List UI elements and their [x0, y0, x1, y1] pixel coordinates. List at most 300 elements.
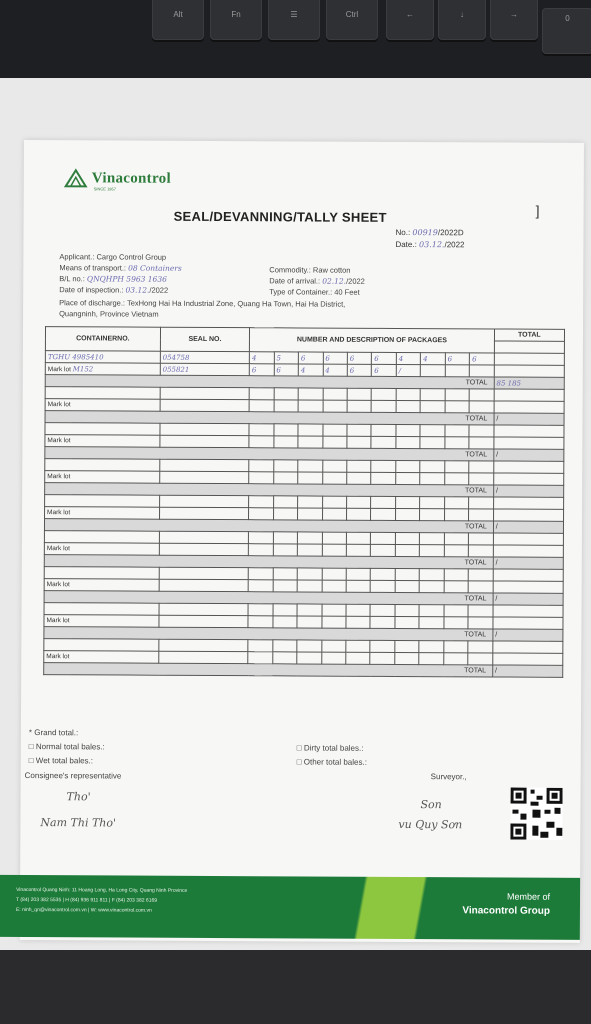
- seal-cell: [159, 507, 248, 519]
- total-value: /: [493, 593, 563, 605]
- total-value: /: [493, 485, 563, 497]
- pkg-cell: 4: [249, 352, 274, 364]
- key-left: ←: [386, 0, 434, 40]
- pkg-cell: 4: [323, 364, 348, 376]
- seal-cell: [160, 387, 249, 399]
- pkg-cell: [420, 401, 445, 413]
- pkg-cell: [346, 532, 371, 544]
- pkg-cell: [420, 437, 445, 449]
- pkg-cell: [419, 641, 444, 653]
- total-label: TOTAL: [44, 663, 493, 677]
- pkg-cell: [297, 640, 322, 652]
- pkg-cell: [468, 617, 493, 629]
- total-value: /: [493, 629, 563, 641]
- pkg-cell: [273, 508, 298, 520]
- pkg-cell: [322, 496, 347, 508]
- inspection-date: Date of inspection.: 03.12./2022: [59, 285, 169, 295]
- pkg-cell: [444, 569, 469, 581]
- total-cell: [493, 509, 563, 521]
- pkg-cell: [395, 580, 420, 592]
- pkg-cell: [372, 388, 397, 400]
- doc-date: Date.: 03.12./2022: [395, 239, 465, 250]
- pkg-cell: [444, 605, 469, 617]
- pkg-cell: [322, 532, 347, 544]
- mark-lot-cell: Mark lot M152: [45, 363, 160, 376]
- pkg-cell: [444, 581, 469, 593]
- surveyor-name: vu Quy Sơn: [398, 817, 463, 832]
- mark-lot-cell: Mark lot: [45, 435, 160, 448]
- seal-cell: [159, 543, 248, 555]
- pkg-cell: [420, 389, 445, 401]
- container-cell: [45, 495, 160, 508]
- mark-lot-cell: Mark lot: [45, 507, 160, 520]
- pkg-cell: [274, 400, 299, 412]
- seal-cell: [160, 435, 249, 447]
- pkg-cell: [469, 533, 494, 545]
- mark-lot-cell: Mark lot: [45, 399, 160, 412]
- total-row: [44, 663, 563, 678]
- header-spacer: [494, 341, 564, 353]
- pkg-cell: [273, 604, 298, 616]
- pkg-cell: [297, 532, 322, 544]
- pkg-cell: [347, 424, 372, 436]
- tally-grid: [43, 326, 565, 678]
- wet-bales: □ Wet total bales.:: [28, 756, 94, 766]
- pkg-cell: [445, 365, 470, 377]
- pkg-cell: [371, 532, 396, 544]
- branch-address: Vinacontrol Quang Ninh: 11 Hoang Long, Ha Long City, Quang Ninh Province: [16, 886, 188, 894]
- total-cell: [494, 401, 564, 413]
- pkg-cell: [323, 400, 348, 412]
- pkg-cell: [273, 532, 298, 544]
- container-cell: [44, 639, 159, 652]
- pkg-cell: [445, 425, 470, 437]
- pkg-cell: [370, 652, 395, 664]
- pkg-cell: [444, 545, 469, 557]
- pkg-cell: [321, 652, 346, 664]
- pkg-cell: 6: [298, 352, 323, 364]
- total-cell: [493, 473, 563, 485]
- pkg-cell: [273, 568, 298, 580]
- pkg-cell: [370, 640, 395, 652]
- pkg-cell: [445, 389, 470, 401]
- pkg-cell: [445, 461, 470, 473]
- pkg-cell: [249, 472, 274, 484]
- pkg-cell: [371, 544, 396, 556]
- pkg-cell: [347, 400, 372, 412]
- pkg-cell: [419, 605, 444, 617]
- pkg-cell: [444, 497, 469, 509]
- seal-cell: [159, 579, 248, 591]
- container-cell: [44, 531, 159, 544]
- pkg-cell: [297, 544, 322, 556]
- pkg-cell: [346, 580, 371, 592]
- pkg-cell: 4: [396, 352, 421, 364]
- pkg-cell: [469, 437, 494, 449]
- pkg-cell: [249, 532, 274, 544]
- company-tagline: SINCE 1957: [93, 186, 116, 192]
- pkg-cell: [322, 436, 347, 448]
- pkg-cell: [322, 460, 347, 472]
- keyboard: [0, 0, 591, 80]
- pkg-cell: [273, 436, 298, 448]
- pkg-cell: [371, 496, 396, 508]
- pkg-cell: 6: [372, 364, 397, 376]
- arrival-date: Date of arrival.: 02.12./2022: [269, 276, 365, 286]
- pkg-cell: [395, 640, 420, 652]
- pkg-cell: [395, 568, 420, 580]
- key-right: →: [490, 0, 538, 40]
- seal-cell: [159, 531, 248, 543]
- pkg-cell: [371, 460, 396, 472]
- total-value: /: [492, 665, 562, 677]
- total-label: TOTAL: [44, 591, 493, 605]
- pkg-cell: [469, 401, 494, 413]
- seal-cell: [160, 471, 249, 483]
- seal-cell: [159, 603, 248, 615]
- pkg-cell: [469, 365, 494, 377]
- pkg-cell: [249, 436, 274, 448]
- pkg-cell: [396, 460, 421, 472]
- seal-cell: [159, 639, 248, 651]
- container-type: Type of Container.: 40 Feet: [269, 287, 360, 297]
- pkg-cell: [298, 460, 323, 472]
- branch-email: E: ninh_qn@vinacontrol.com.vn | W: www.vinacontrol.com.vn: [15, 906, 152, 914]
- container-cell: [45, 423, 160, 436]
- bracket-mark: ]: [535, 202, 540, 219]
- pkg-cell: [273, 460, 298, 472]
- branch-phone: T (84) 203 382 5535 | H (84) 936 911 811 | F (84) 203 382 6169: [16, 896, 158, 904]
- seal-cell: [159, 615, 248, 627]
- pkg-cell: [444, 509, 469, 521]
- pkg-cell: [468, 641, 493, 653]
- total-label: TOTAL: [45, 483, 494, 497]
- container-no: TGHU 4985410: [45, 351, 160, 364]
- pkg-cell: [396, 388, 421, 400]
- pkg-cell: [297, 568, 322, 580]
- pkg-cell: [468, 569, 493, 581]
- total-cell: [494, 365, 564, 377]
- total-value: 85 185: [494, 377, 564, 389]
- surveyor-signature: Son: [420, 798, 442, 812]
- pkg-cell: [249, 388, 274, 400]
- pkg-cell: [346, 508, 371, 520]
- pkg-cell: [249, 424, 274, 436]
- seal-no-2: 055821: [160, 363, 249, 375]
- pkg-cell: [272, 652, 297, 664]
- pkg-cell: [322, 580, 347, 592]
- pkg-cell: [420, 461, 445, 473]
- pkg-cell: [469, 473, 494, 485]
- key-menu: ☰: [268, 0, 320, 40]
- total-cell: [493, 581, 563, 593]
- pkg-cell: [396, 400, 421, 412]
- pkg-cell: [420, 473, 445, 485]
- seal-cell: [159, 567, 248, 579]
- place-of-discharge-2: Quangninh, Province Vietnam: [59, 309, 159, 319]
- pkg-cell: /: [396, 364, 421, 376]
- total-cell: [493, 617, 563, 629]
- pkg-cell: [395, 508, 420, 520]
- pkg-cell: [249, 508, 274, 520]
- pkg-cell: [419, 581, 444, 593]
- pkg-cell: [420, 425, 445, 437]
- key-down: ↓: [438, 0, 486, 40]
- pkg-cell: [444, 473, 469, 485]
- pkg-cell: [346, 616, 371, 628]
- total-label: TOTAL: [45, 375, 494, 389]
- pkg-cell: [274, 388, 299, 400]
- pkg-cell: [321, 640, 346, 652]
- pkg-cell: [395, 604, 420, 616]
- pkg-cell: [298, 508, 323, 520]
- means-of-transport: Means of transport.: 08 Containers: [59, 263, 182, 273]
- pkg-cell: [370, 616, 395, 628]
- total-value: /: [494, 413, 564, 425]
- pkg-cell: [248, 616, 273, 628]
- pkg-cell: [347, 436, 372, 448]
- commodity: Commodity.: Raw cotton: [269, 265, 351, 275]
- pkg-cell: [395, 652, 420, 664]
- mark-lot-cell: Mark lot: [44, 651, 159, 664]
- total-label: TOTAL: [44, 555, 493, 569]
- pkg-cell: [468, 653, 493, 665]
- container-cell: [44, 603, 159, 616]
- pkg-cell: [248, 568, 273, 580]
- pkg-cell: [298, 436, 323, 448]
- pkg-cell: [469, 545, 494, 557]
- mark-lot-cell: Mark lot: [45, 471, 160, 484]
- pkg-cell: [468, 581, 493, 593]
- pkg-cell: [421, 365, 446, 377]
- pkg-cell: [395, 532, 420, 544]
- container-cell: [45, 459, 160, 472]
- pkg-cell: [322, 424, 347, 436]
- pkg-cell: [297, 652, 322, 664]
- pkg-cell: [420, 509, 445, 521]
- pkg-cell: [346, 604, 371, 616]
- total-cell: [493, 497, 563, 509]
- pkg-cell: 6: [470, 353, 495, 365]
- branch-info: [16, 885, 187, 916]
- col-total: TOTAL: [494, 329, 564, 341]
- pkg-cell: [420, 497, 445, 509]
- pkg-cell: [445, 401, 470, 413]
- pkg-cell: [346, 568, 371, 580]
- leaf-icon: [64, 168, 88, 188]
- pkg-cell: [469, 389, 494, 401]
- pkg-cell: [248, 580, 273, 592]
- doc-number: No.: 00919/2022D: [395, 227, 464, 238]
- company-name: Vinacontrol: [91, 169, 171, 187]
- pkg-cell: [323, 388, 348, 400]
- pkg-cell: [273, 472, 298, 484]
- pkg-cell: [468, 605, 493, 617]
- pkg-cell: [322, 568, 347, 580]
- seal-cell: [160, 399, 249, 411]
- total-value: /: [493, 521, 563, 533]
- pkg-cell: [346, 652, 371, 664]
- pkg-cell: [322, 604, 347, 616]
- pkg-cell: [469, 497, 494, 509]
- member-label: Member of: [507, 891, 551, 902]
- qr-code-icon: [510, 788, 562, 840]
- pkg-cell: [298, 400, 323, 412]
- grand-total: * Grand total.:: [28, 728, 79, 738]
- pkg-cell: [347, 472, 372, 484]
- pkg-cell: [273, 616, 298, 628]
- pkg-cell: 6: [347, 364, 372, 376]
- tally-table: [43, 326, 565, 678]
- pkg-cell: [469, 425, 494, 437]
- pkg-cell: 4: [421, 353, 446, 365]
- pkg-cell: [396, 424, 421, 436]
- pkg-cell: [347, 388, 372, 400]
- pkg-cell: [371, 400, 396, 412]
- pkg-cell: [469, 461, 494, 473]
- pkg-cell: 6: [323, 352, 348, 364]
- pkg-cell: [321, 616, 346, 628]
- pkg-cell: [444, 617, 469, 629]
- surveyor-label: Surveyor.,: [430, 772, 467, 782]
- total-cell: [494, 437, 564, 449]
- pkg-cell: [419, 653, 444, 665]
- pkg-cell: [347, 496, 372, 508]
- total-cell: [494, 389, 564, 401]
- pkg-cell: [273, 544, 298, 556]
- total-label: TOTAL: [44, 627, 493, 641]
- pkg-cell: [322, 508, 347, 520]
- mark-lot-cell: Mark lot: [44, 543, 159, 556]
- pkg-cell: [273, 496, 298, 508]
- pkg-cell: [396, 436, 421, 448]
- mark-lot-cell: Mark lot: [44, 579, 159, 592]
- key-zero: 0: [542, 8, 591, 54]
- footer-band: [0, 875, 580, 940]
- pkg-cell: [298, 496, 323, 508]
- pkg-cell: [420, 533, 445, 545]
- seal-cell: [159, 651, 248, 663]
- normal-bales: □ Normal total bales.:: [28, 742, 105, 752]
- pkg-cell: [371, 472, 396, 484]
- total-cell: [494, 425, 564, 437]
- pkg-cell: [248, 544, 273, 556]
- pkg-cell: [274, 424, 299, 436]
- consignee-name: Nam Thi Tho': [40, 816, 117, 830]
- pkg-cell: [445, 437, 470, 449]
- pkg-cell: [249, 460, 274, 472]
- pkg-cell: [371, 436, 396, 448]
- pkg-cell: [298, 388, 323, 400]
- pkg-cell: [249, 496, 274, 508]
- vinacontrol-logo: [64, 168, 171, 192]
- key-fn: Fn: [210, 0, 262, 40]
- pkg-cell: 6: [249, 364, 274, 376]
- total-cell: [493, 545, 563, 557]
- pkg-cell: [273, 580, 298, 592]
- pkg-cell: [469, 509, 494, 521]
- pkg-cell: [346, 640, 371, 652]
- total-cell: [494, 353, 564, 365]
- bl-number: B/L no.: QNQHPH 5963 1636: [59, 274, 167, 284]
- pkg-cell: [371, 580, 396, 592]
- col-packages: NUMBER AND DESCRIPTION OF PACKAGES: [250, 328, 495, 353]
- pkg-cell: [419, 617, 444, 629]
- col-seal: SEAL NO.: [160, 327, 249, 351]
- pkg-cell: 6: [274, 364, 299, 376]
- seal-cell: [159, 495, 248, 507]
- mark-lot-cell: Mark lot: [44, 615, 159, 628]
- pkg-cell: [396, 472, 421, 484]
- consignee-label: Consignee's representative: [24, 771, 122, 781]
- group-name: Vinacontrol Group: [462, 905, 550, 917]
- pkg-cell: [248, 640, 273, 652]
- seal-cell: [160, 423, 249, 435]
- container-cell: [45, 387, 160, 400]
- total-cell: [493, 605, 563, 617]
- total-cell: [493, 533, 563, 545]
- seal-cell: [160, 459, 249, 471]
- member-of: [462, 889, 550, 918]
- pkg-cell: [420, 569, 445, 581]
- pkg-cell: [322, 544, 347, 556]
- pkg-cell: [420, 545, 445, 557]
- pkg-cell: [444, 653, 469, 665]
- dirty-bales: □ Dirty total bales.:: [296, 743, 364, 753]
- pkg-cell: [249, 400, 274, 412]
- floor-shadow: [0, 950, 591, 1024]
- pkg-cell: [272, 640, 297, 652]
- total-label: TOTAL: [44, 519, 493, 533]
- total-label: TOTAL: [45, 411, 494, 425]
- pkg-cell: [444, 533, 469, 545]
- pkg-cell: [371, 568, 396, 580]
- seal-no: 054758: [160, 351, 249, 363]
- pkg-cell: [371, 508, 396, 520]
- col-container: CONTAINERNO.: [45, 327, 160, 352]
- document-title: SEAL/DEVANNING/TALLY SHEET: [173, 208, 387, 225]
- pkg-cell: [297, 604, 322, 616]
- pkg-cell: [248, 604, 273, 616]
- pkg-cell: 5: [274, 352, 299, 364]
- header-row: [45, 327, 564, 342]
- other-bales: □ Other total bales.:: [296, 757, 367, 767]
- pkg-cell: 6: [445, 353, 470, 365]
- pkg-cell: [346, 544, 371, 556]
- pkg-cell: [371, 424, 396, 436]
- pkg-cell: [395, 496, 420, 508]
- pkg-cell: [298, 472, 323, 484]
- pkg-cell: [395, 544, 420, 556]
- total-cell: [493, 569, 563, 581]
- pkg-cell: [297, 616, 322, 628]
- key-ctrl: Ctrl: [326, 0, 378, 40]
- pkg-cell: 4: [298, 364, 323, 376]
- pkg-cell: [347, 460, 372, 472]
- container-cell: [44, 567, 159, 580]
- pkg-cell: [395, 616, 420, 628]
- total-value: /: [493, 557, 563, 569]
- pkg-cell: [297, 580, 322, 592]
- pkg-cell: [370, 604, 395, 616]
- total-value: /: [494, 449, 564, 461]
- pkg-cell: [444, 641, 469, 653]
- total-label: TOTAL: [45, 447, 494, 461]
- total-cell: [494, 461, 564, 473]
- consignee-signature: Tho': [66, 790, 91, 804]
- pkg-cell: [298, 424, 323, 436]
- pkg-cell: 6: [347, 352, 372, 364]
